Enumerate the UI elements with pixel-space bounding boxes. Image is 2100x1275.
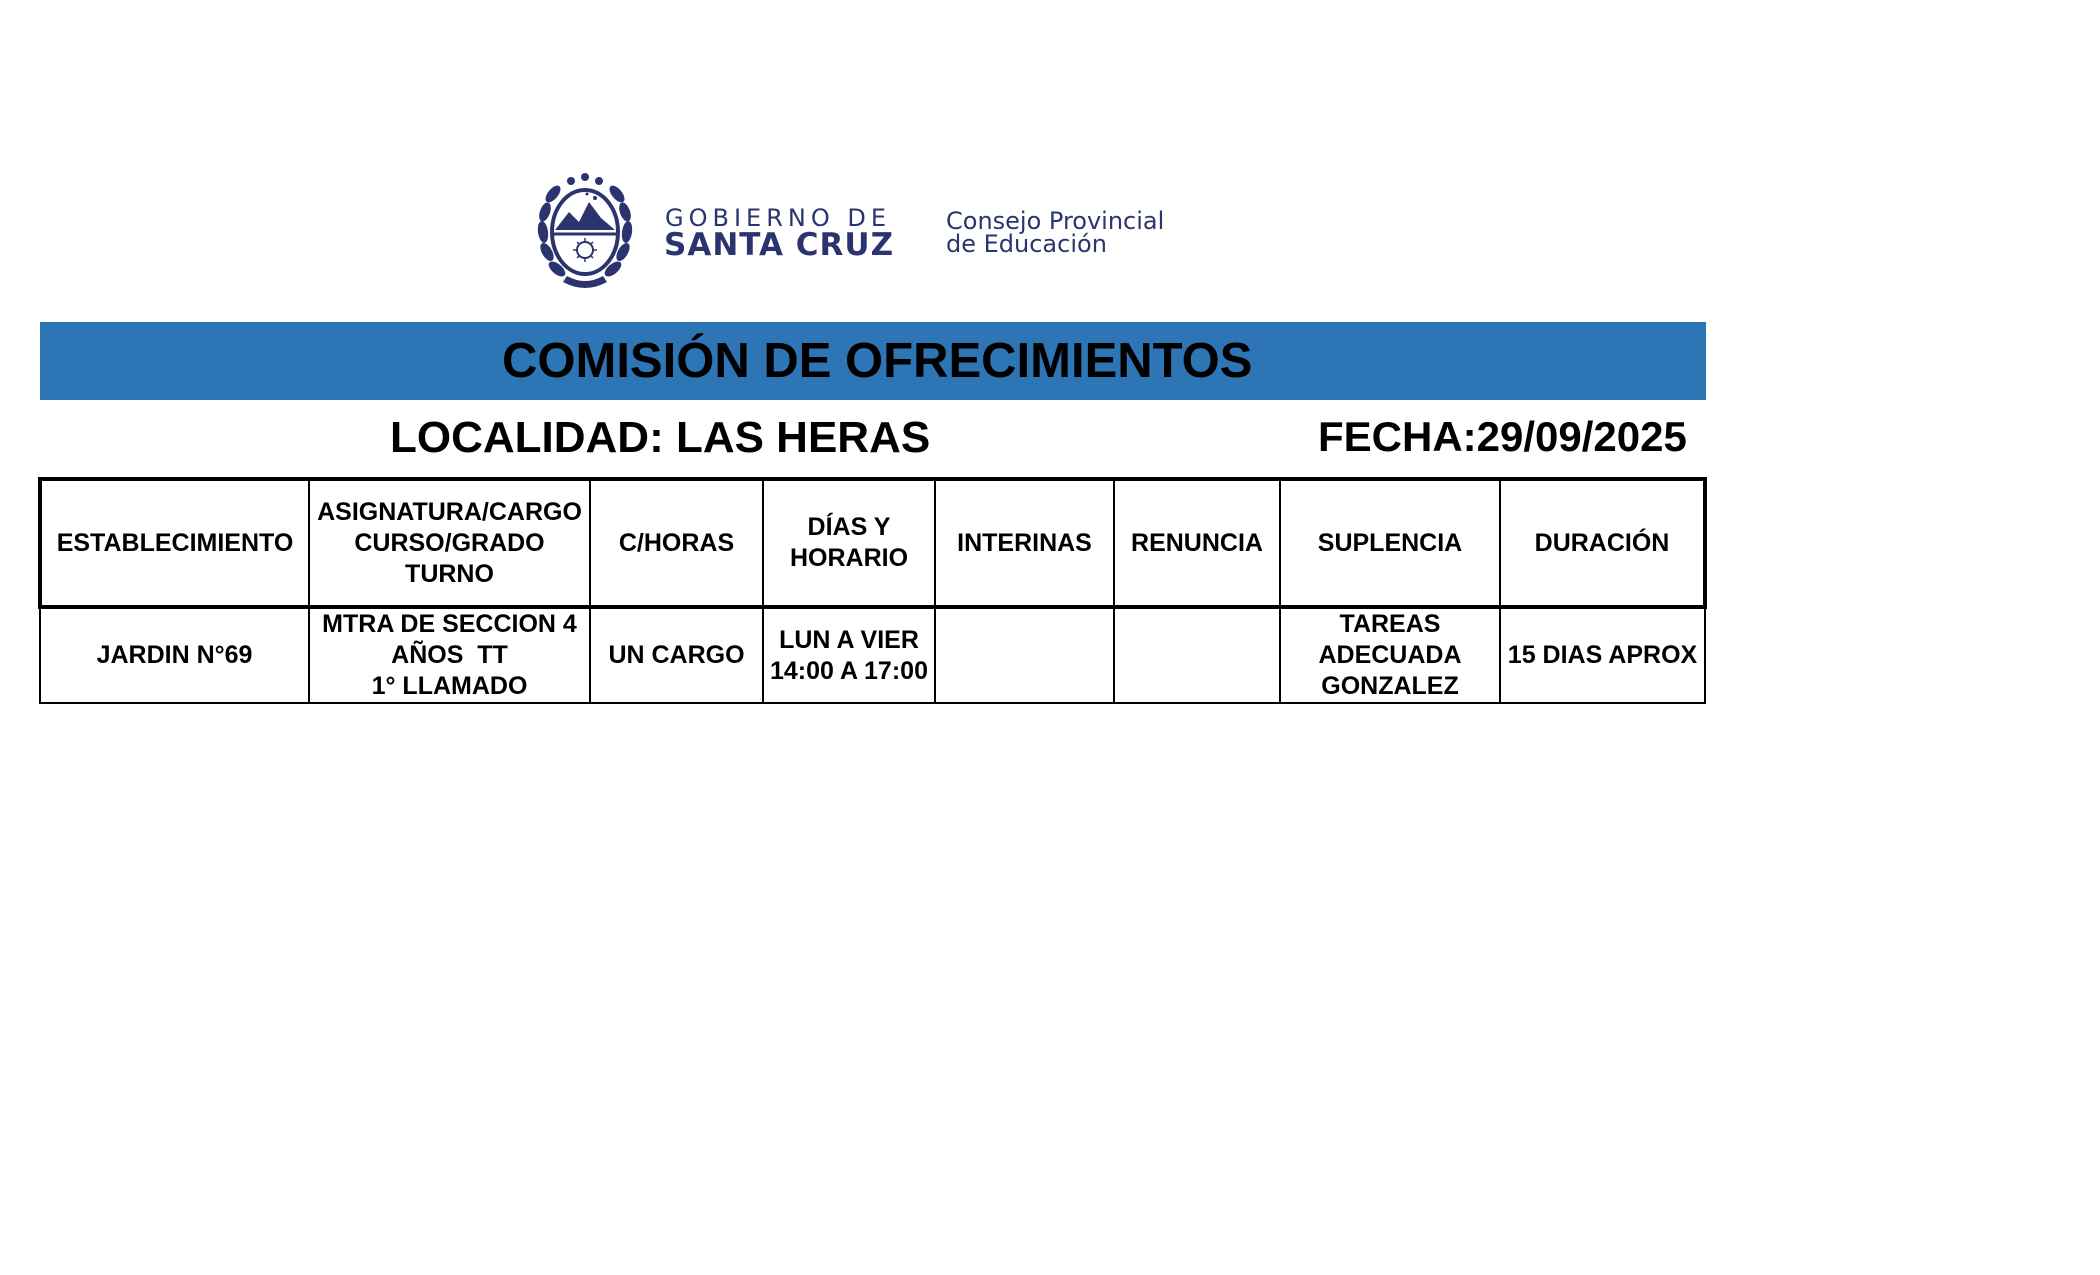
header-duracion: DURACIÓN — [1500, 479, 1705, 607]
title-banner — [40, 322, 1706, 400]
header-renuncia: RENUNCIA — [1114, 479, 1280, 607]
cell-suplencia: TAREAS ADECUADA GONZALEZ — [1280, 607, 1500, 703]
council-line2: de Educación — [946, 230, 1107, 258]
gov-line1: GOBIERNO DE — [665, 204, 891, 232]
cell-renuncia — [1114, 607, 1280, 703]
cell-duracion: 15 DIAS APROX — [1500, 607, 1705, 703]
cell-asignatura: MTRA DE SECCION 4 AÑOS TT 1° LLAMADO — [309, 607, 590, 703]
header-suplencia: SUPLENCIA — [1280, 479, 1500, 607]
header-asignatura: ASIGNATURA/CARGO CURSO/GRADO TURNO — [309, 479, 590, 607]
header-logo — [533, 172, 1183, 294]
fecha-label: FECHA:29/09/2025 — [1318, 413, 1687, 460]
header-dias-horario: DÍAS Y HORARIO — [763, 479, 935, 607]
header-interinas: INTERINAS — [935, 479, 1114, 607]
gov-line2: SANTA CRUZ — [664, 227, 895, 263]
header-choras: C/HORAS — [590, 479, 763, 607]
cell-choras: UN CARGO — [590, 607, 763, 703]
offers-table — [38, 477, 1707, 704]
banner-title: COMISIÓN DE OFRECIMIENTOS — [502, 334, 1253, 388]
header-establecimiento: ESTABLECIMIENTO — [40, 479, 309, 607]
table-row — [40, 607, 1705, 703]
cell-dias-horario: LUN A VIER 14:00 A 17:00 — [763, 607, 935, 703]
council-line1: Consejo Provincial — [946, 207, 1165, 235]
table-header-row — [40, 479, 1705, 607]
santa-cruz-seal-icon — [533, 172, 637, 294]
cell-establecimiento: JARDIN N°69 — [40, 607, 309, 703]
cell-interinas — [935, 607, 1114, 703]
localidad-label: LOCALIDAD: LAS HERAS — [390, 413, 931, 462]
